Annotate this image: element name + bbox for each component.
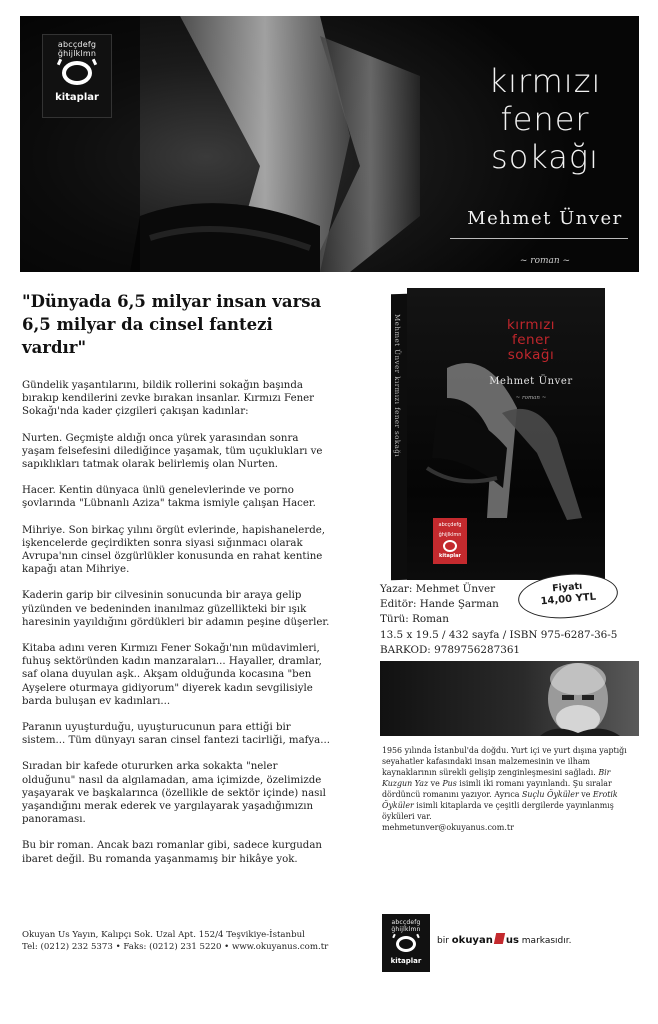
bio-text: 1956 yılında İstanbul'da doğdu. Yurt içi ve yurt dışına yaptığı seyahatler kafasındaki insan malzemesinin ve ilham kaynaklarının sürekli gelişip zenginleşmesini sağladı. bbox=[382, 746, 627, 777]
logo-letters-1: abcçdefg bbox=[57, 40, 97, 49]
brand-prefix: bir bbox=[437, 936, 449, 946]
info-author: Yazar: Mehmet Ünver bbox=[380, 583, 496, 595]
author-photo bbox=[380, 661, 639, 736]
headline-quote: "Dünyada 6,5 milyar insan varsa 6,5 milyar da cinsel fantezi vardır" bbox=[22, 292, 322, 357]
info-type: Türü: Roman bbox=[380, 613, 449, 626]
body-paragraph: Nurten. Geçmişte aldığı onca yürek yarasından sonra yaşam felsefesini dilediğince yaşamak, tüm uçuklukları ve sapıklıkları tatmak olarak belirlemiş olan Nurten. bbox=[22, 432, 323, 471]
cover-title-line-1: kırmızı bbox=[506, 317, 556, 333]
cover-logo-letters-2: ğhijlklmn bbox=[438, 532, 462, 538]
bio-text: ve bbox=[430, 779, 440, 788]
contact-line: Tel: (0212) 232 5373 • Faks: (0212) 231 5220 • www.okuyanus.com.tr bbox=[22, 942, 329, 952]
book-front bbox=[407, 288, 605, 580]
cover-title-line-3: sokağı bbox=[507, 347, 555, 363]
body-paragraph: Kitaba adını veren Kırmızı Fener Sokağı'nın müdavimleri, fuhuş sektöründen kadın manzaraları... Hayaller, dramlar, saf olana duyulan aşk.. Akşam olduğunda kocasına "ben Ayşelere oturmaya gidiyorum" diyerek kadın sevgilisiyle barda buluşan ev kadınları... bbox=[22, 643, 322, 707]
banner bbox=[20, 16, 639, 272]
logo-name: kitaplar bbox=[390, 957, 422, 965]
brand-name-right: us bbox=[505, 935, 519, 946]
spine-text: Mehmet Ünver kırmızı fener sokağı bbox=[393, 313, 401, 458]
cover-publisher-logo bbox=[433, 518, 467, 564]
logo-letters-2: ğhijlklmn bbox=[57, 49, 97, 58]
body-paragraph: Mihriye. Son birkaç yılını örgüt evlerinde, hapishanelerde, işkencelerde geçirdikten sonra siyasi sığınmacı olarak Avrupa'nın cinsel özgürlükler konusunda en rahat kentine kapağı atan Mihriye. bbox=[22, 524, 325, 576]
price-label: Fiyatı bbox=[551, 580, 583, 595]
banner-author: Mehmet Ünver bbox=[467, 208, 623, 229]
logo-letters-1: abcçdefg bbox=[391, 919, 421, 926]
body-text bbox=[22, 379, 332, 879]
bio-text: ve bbox=[581, 790, 591, 799]
publisher-logo-bottom bbox=[382, 914, 430, 972]
banner-title-line-2: fener bbox=[500, 100, 590, 138]
banner-genre: ~ roman ~ bbox=[519, 256, 571, 266]
banner-divider bbox=[450, 238, 628, 239]
author-portrait bbox=[380, 661, 639, 736]
brand-name-left: okuyan bbox=[451, 935, 493, 946]
bio-book-title: Pus bbox=[442, 779, 457, 788]
info-specs: 13.5 x 19.5 / 432 sayfa / ISBN 975-6287-36-5 bbox=[380, 628, 618, 641]
bio-book-title: Suçlu Öyküler bbox=[521, 790, 579, 799]
author-bio bbox=[382, 745, 640, 822]
body-paragraph: Sıradan bir kafede otururken arka sokakta "neler olduğunu" nasıl da algılamadan, ama içimizde, özelimizde yaşayarak ve başkalarınca (özellikle de sektör içinde) nasıl yaşandığını merak ederek ve yargılayarak yaşadığımızın panoraması. bbox=[22, 761, 326, 826]
info-editor: Editör: Hande Şarman bbox=[380, 598, 499, 611]
logo-o-mark-icon bbox=[62, 61, 92, 85]
cover-title bbox=[461, 318, 601, 363]
author-email[interactable]: mehmetunver@okuyanus.com.tr bbox=[382, 823, 514, 832]
body-paragraph: Gündelik yaşantılarını, bildik rollerini sokağın başında bırakıp kendilerini zevke bırakan insanlar. Kırmızı Fener Sokağı'nda kader çizgileri çakışan kadınlar: bbox=[22, 380, 315, 418]
cover-logo-o-mark-icon bbox=[443, 540, 457, 552]
cover-author: Mehmet Ünver bbox=[489, 376, 573, 387]
body-paragraph: Kaderin garip bir cilvesinin sonucunda bir araya gelip yüzünden ve bedeninden inanılmaz güzellikteki bir ışık haresinin yayıldığını gördükleri bir adamın peşine düşerler. bbox=[22, 590, 330, 628]
logo-name: kitaplar bbox=[55, 92, 99, 103]
publisher-address bbox=[22, 929, 332, 953]
book-cover bbox=[391, 288, 607, 580]
banner-title-line-3: sokağı bbox=[491, 138, 599, 176]
bio-book-title: Bir Kuzgun Yaz bbox=[382, 768, 611, 788]
okuyanus-mark-icon bbox=[494, 933, 505, 944]
logo-o-mark-icon bbox=[396, 936, 416, 952]
bio-book-title: Erotik Öyküler bbox=[382, 790, 618, 810]
cover-logo-name: kitaplar bbox=[439, 553, 461, 559]
cover-genre: ~ roman ~ bbox=[515, 395, 547, 401]
banner-title-line-1: kırmızı bbox=[488, 62, 602, 100]
brand-statement bbox=[437, 933, 571, 946]
brand-suffix: markasıdır. bbox=[521, 936, 572, 946]
body-paragraph: Bu bir roman. Ancak bazı romanlar gibi, sadece kurgudan ibaret değil. Bu romanda yaşanmamış bir hikâye yok. bbox=[22, 840, 322, 865]
price-value: 14,00 YTL bbox=[540, 591, 597, 608]
cover-logo-letters-1: abcçdefg bbox=[438, 522, 462, 528]
body-paragraph: Hacer. Kentin dünyaca ünlü genelevlerinde ve porno şovlarında "Lübnanlı Aziza" takma ismiyle çalışan Hacer. bbox=[22, 485, 316, 510]
publisher-logo bbox=[42, 34, 112, 118]
bio-text: isimli kitaplarda ve çeşitli dergilerde yayınlanmış öyküleri var. bbox=[382, 801, 614, 821]
body-paragraph: Paranın uyuşturduğu, uyuşturucunun para ettiği bir sistem... Tüm dünyayı saran cinsel fantezi tacirliği, mafya... bbox=[22, 722, 330, 747]
address-line: Okuyan Us Yayın, Kalıpçı Sok. Uzal Apt. 152/4 Teşvikiye-İstanbul bbox=[22, 930, 305, 940]
banner-title bbox=[440, 62, 639, 176]
book-spine bbox=[391, 294, 407, 581]
info-barcode: BARKOD: 9789756287361 bbox=[380, 643, 521, 656]
logo-letters-2: ğhijlklmn bbox=[391, 926, 421, 933]
cover-title-line-2: fener bbox=[512, 332, 550, 348]
bio-text: isimli iki romanı yayınlandı. Şu sıralar dördüncü romanını yazıyor. Ayrıca bbox=[382, 779, 612, 799]
